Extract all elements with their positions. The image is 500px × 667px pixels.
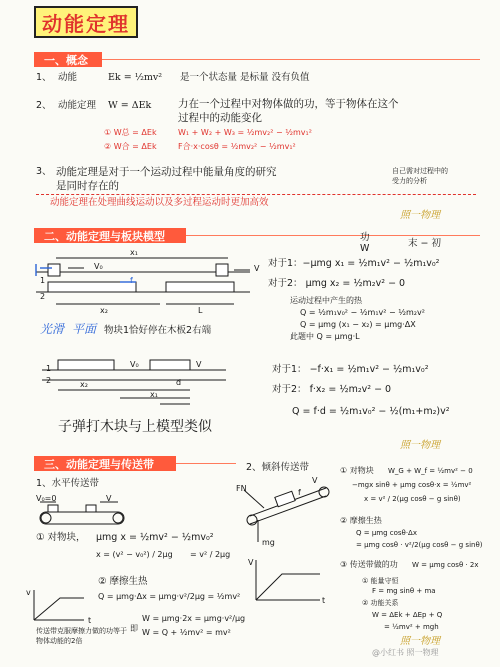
concept-item2-r1b: W₁ + W₂ + W₃ = ½mv₂² − ½mv₁² bbox=[178, 128, 312, 137]
board-label-v: V bbox=[254, 264, 260, 273]
concept-item1-num: 1、 bbox=[36, 72, 52, 83]
belt-sub2: 2、倾斜传送带 bbox=[246, 462, 310, 473]
board-eq2: 对于2： μmg x₂ = ½m₂v² − 0 bbox=[268, 278, 406, 289]
belt-r6a: ③ 传送带做的功 bbox=[340, 560, 398, 569]
belt-r11: = ½mv² + mgh bbox=[384, 623, 439, 631]
concept-item2-text-b: 过程中的动能变化 bbox=[178, 112, 262, 124]
board-head-a: 功 bbox=[360, 232, 370, 243]
section-header-concept: 一、概念 bbox=[34, 52, 102, 67]
concept-item2-num: 2、 bbox=[36, 100, 52, 111]
slope-label-mg: mg bbox=[262, 538, 275, 547]
concept-item2-text-a: 力在一个过程中对物体做的功，等于物体在这个 bbox=[178, 98, 399, 110]
concept-item3-right-b: 受力的分析 bbox=[392, 177, 427, 185]
belt-sub1: 1、水平传送带 bbox=[36, 478, 100, 489]
section-header-belt: 三、动能定理与传送带 bbox=[34, 456, 176, 471]
belt-graph2-v: V bbox=[248, 558, 254, 567]
board-heat3: 此题中 Q = μmg·L bbox=[290, 332, 360, 341]
belt-e2b: Q = μmg·Δx = μmg·v²/2μg = ½mv² bbox=[98, 592, 241, 601]
belt-e1b: μmg x = ½mv² − ½mv₀² bbox=[96, 532, 214, 543]
board2-label-1: 1 bbox=[46, 364, 52, 373]
belt-e1c: x = (v² − v₀²) / 2μg bbox=[96, 550, 173, 559]
belt-wl2: W = Q + ½mv² = mv² bbox=[142, 628, 231, 637]
belt-r9: ② 功能关系 bbox=[362, 599, 399, 607]
board-caption: 子弹打木块与上模型类似 bbox=[58, 419, 212, 435]
section-header-board: 二、动能定理与板块模型 bbox=[34, 228, 186, 243]
belt-note2: 物体动能的2倍 bbox=[36, 637, 83, 645]
board-eq1: 对于1：−μmg x₁ = ½m₁v² − ½m₁v₀² bbox=[268, 258, 440, 269]
board-blue-note-b: 平面 bbox=[72, 322, 97, 336]
board-label-2: 2 bbox=[40, 292, 46, 301]
board-label-L: L bbox=[198, 306, 203, 315]
belt-v0: V₀=0 bbox=[36, 494, 57, 503]
section-divider bbox=[176, 463, 236, 464]
board2-label-x2: x₂ bbox=[80, 380, 88, 389]
slope-label-f: f bbox=[298, 488, 301, 497]
watermark: @小红书 照一物理 bbox=[372, 648, 439, 657]
belt-r2: −mgx sinθ + μmg cosθ·x = ½mv² bbox=[352, 481, 472, 489]
belt-r1b: W_G + W_f = ½mv² − 0 bbox=[388, 467, 473, 475]
belt-r5: = μmg cosθ · v²/2(μg cosθ − g sinθ) bbox=[356, 541, 483, 549]
board-blue-note-a: 光滑 bbox=[40, 322, 65, 336]
concept-item2-r1a: ① W总 = ΔEk bbox=[104, 128, 157, 137]
concept-item3-right-a: 自己需对过程中的 bbox=[392, 167, 448, 175]
board-head-c: 末 − 初 bbox=[408, 238, 441, 249]
belt-graph2-t: t bbox=[322, 596, 326, 605]
signature: 照一物理 bbox=[400, 440, 440, 451]
concept-item2-r2b: F合·x·cosθ = ½mv₂² − ½mv₁² bbox=[178, 142, 296, 151]
board-eq4: 对于2： f·x₂ = ½m₂v² − 0 bbox=[272, 384, 392, 395]
concept-item3-text-b: 是同时存在的 bbox=[56, 180, 119, 192]
board-eq3: 对于1： −f·x₁ = ½m₁v² − ½m₁v₀² bbox=[272, 364, 429, 375]
board-heat2: Q = μmg (x₁ − x₂) = μmg·ΔX bbox=[300, 320, 416, 329]
concept-item2-formula: W = ΔEk bbox=[108, 100, 152, 111]
board2-label-2: 2 bbox=[46, 376, 52, 385]
belt-graph-v: v bbox=[26, 588, 31, 597]
concept-item3-red: 动能定理在处理曲线运动以及多过程运动时更加高效 bbox=[50, 197, 269, 208]
concept-item1-label: 动能 bbox=[58, 72, 78, 83]
belt-e2a: ② 摩擦生热 bbox=[98, 576, 148, 587]
board-heat-title: 运动过程中产生的热 bbox=[290, 296, 362, 305]
belt-r4b: Q = μmg cosθ·Δx bbox=[356, 529, 417, 537]
belt-r8: F = mg sinθ + ma bbox=[372, 587, 436, 595]
board2-label-x1: x₁ bbox=[150, 390, 158, 399]
board-head-b: W bbox=[360, 243, 370, 254]
board-label-1: 1 bbox=[40, 276, 46, 285]
belt-r10: W = ΔEk + ΔEp + Q bbox=[372, 611, 443, 619]
board2-label-d: d bbox=[176, 378, 182, 387]
belt-r4a: ② 摩擦生热 bbox=[340, 516, 382, 525]
belt-r1a: ① 对物块 bbox=[340, 466, 374, 475]
belt-r6b: W = μmg cosθ · 2x bbox=[412, 561, 479, 569]
page-title: 动能定理 bbox=[34, 6, 138, 38]
concept-item2-r2a: ② W合 = ΔEk bbox=[104, 142, 157, 151]
belt-e1d: = v² / 2μg bbox=[190, 550, 231, 559]
board-label-f: f bbox=[130, 276, 133, 285]
board-eq5: Q = f·d = ½m₁v₀² − ½(m₁+m₂)v² bbox=[292, 406, 450, 417]
concept-item3-num: 3、 bbox=[36, 166, 52, 177]
concept-item1-note: 是一个状态量 是标量 没有负值 bbox=[180, 72, 310, 83]
belt-r3: x = v² / 2(μg cosθ − g sinθ) bbox=[364, 495, 461, 503]
board2-label-v0: V₀ bbox=[130, 360, 139, 369]
board-label-v0: V₀ bbox=[94, 262, 103, 271]
belt-vlabel: V bbox=[106, 494, 112, 503]
concept-item1-formula: Ek = ½mv² bbox=[108, 72, 163, 83]
concept-item2-label: 动能定理 bbox=[58, 100, 97, 111]
belt-r7: ① 能量守恒 bbox=[362, 577, 399, 585]
board2-label-v: V bbox=[196, 360, 202, 369]
board-label-x2: x₂ bbox=[100, 306, 108, 315]
board-heat1: Q = ½m₁v₀² − ½m₁v² − ½m₂v² bbox=[300, 308, 425, 317]
slope-label-v: V bbox=[312, 476, 318, 485]
belt-wl1: 即 bbox=[130, 624, 138, 633]
slope-label-fn: FN bbox=[236, 484, 247, 493]
signature: 照一物理 bbox=[400, 210, 440, 221]
belt-graph-t: t bbox=[88, 616, 92, 625]
board-label-x1: x₁ bbox=[130, 248, 138, 257]
belt-wl3: W = μmg·2x = μmg·v²/μg bbox=[142, 614, 246, 623]
belt-note1: 传送带克服摩擦力做的功等于 bbox=[36, 627, 127, 635]
signature: 照一物理 bbox=[400, 636, 440, 647]
belt-e1a: ① 对物块， bbox=[36, 532, 86, 543]
board-handnote: 物块1恰好停在木板2右端 bbox=[104, 325, 212, 336]
concept-item3-text: 动能定理是对于一个运动过程中能量角度的研究 bbox=[56, 166, 277, 178]
